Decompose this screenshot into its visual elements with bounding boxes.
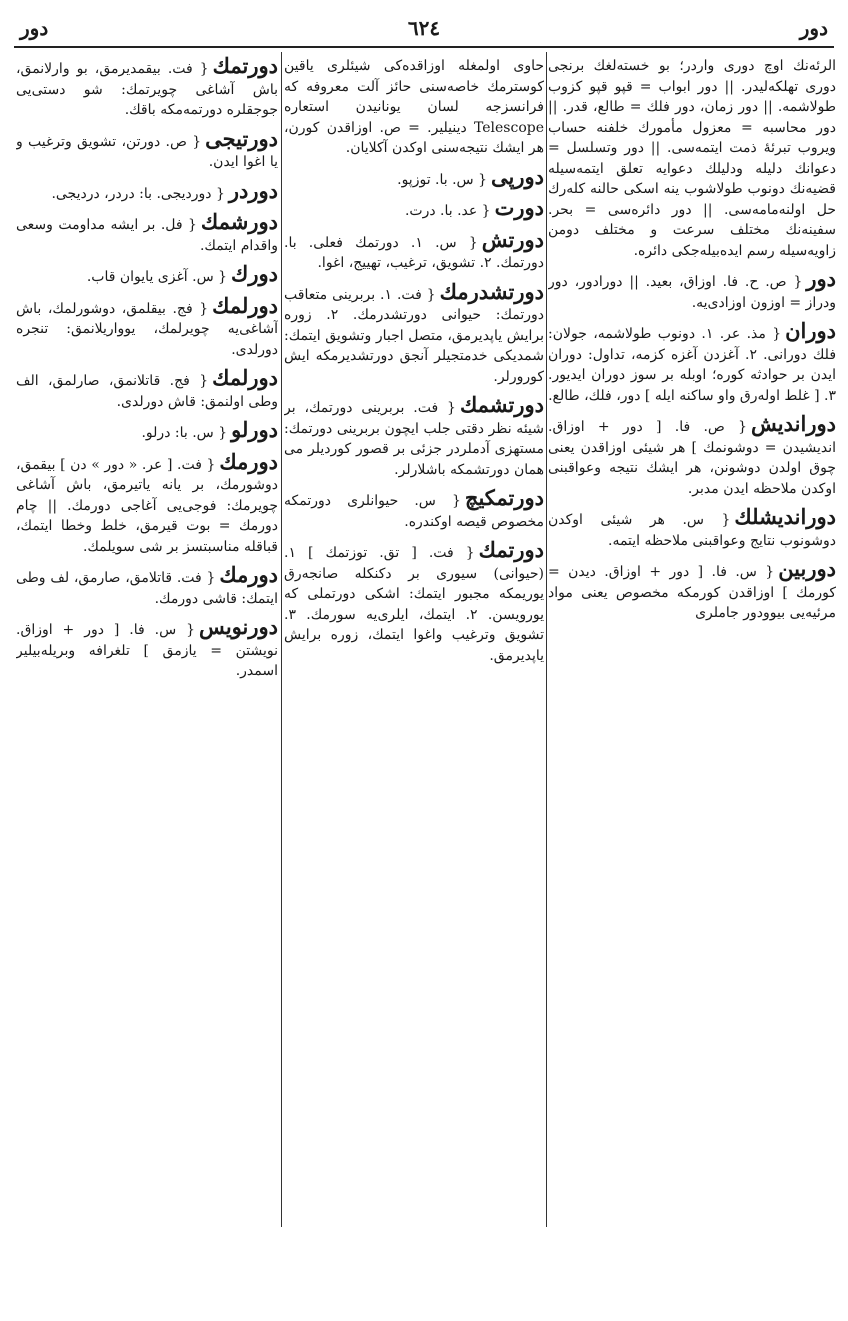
entry-headword: دورتشمك	[459, 392, 544, 417]
column-middle	[284, 56, 544, 1224]
entry-headword: دورك	[231, 261, 278, 286]
entry-headword: دورتیجی	[205, 125, 278, 151]
entry-definition: { ص. دورتن، تشویق وترغیب و یا اغوا ایدن.	[16, 133, 278, 170]
entry-definition: { س. آغزی یایوان قاب.	[86, 269, 228, 285]
entry-definition: { فت. بیقمدیرمق، بو وارلانمق، باش آشاغی چویرتمك: شو دستی‌یی جوجقلره دورتمه‌مكه باقك.	[16, 61, 278, 118]
entry-definition: { س. ١. دورتمك فعلی. با. دورتمك. ٢. تشویق، ترغیب، تهییج، اغوا.	[284, 234, 544, 271]
entry-headword: دورت	[494, 195, 544, 220]
dictionary-entry	[548, 266, 836, 313]
entry-definition: { فج. بیقلمق، دوشورلمك، باش آشاغی‌یه چویرلمك، یوواریلانمق: تنجره دورلدی.	[16, 300, 278, 358]
dictionary-entry	[16, 365, 278, 412]
entry-headword: دوران	[785, 318, 836, 343]
dictionary-entry	[284, 226, 544, 274]
dictionary-entry	[16, 261, 278, 288]
entry-headword: دورمك	[219, 562, 278, 587]
dictionary-entry	[284, 392, 544, 480]
column-left	[16, 56, 278, 1224]
entry-headword: دورتمكیچ	[464, 485, 544, 510]
entry-headword: دورلو	[231, 417, 278, 442]
entry-headword: دوردر	[228, 177, 278, 203]
entry-headword: دورتمك	[478, 537, 544, 562]
entry-definition: { س. فا. [ دور + اوزاق. دیدن = كورمك ] اوزاقدن كورمكه مخصوص یعنی مواد مرئیه‌یی بیوودور جاملری	[548, 564, 836, 621]
entry-headword: دورلمك	[212, 365, 278, 390]
entry-definition: { فت. [ عر. « دور » دن ] بیقمق، دوشورمك، بر یانه یاتیرمق، باش آشاغی چویرمك: فوجی‌یی آغاجی دورمك. || چام دورمك = بوت قیرمق، خلط وخطا ایتمك، قباقله مناسبتسز بر شی سویلمك.	[16, 456, 278, 555]
entry-definition: { س. حیوانلری دورتمكه مخصوص قیصه اوكندره.	[284, 493, 544, 530]
entry-headword: دورلمك	[212, 292, 278, 318]
dictionary-entry	[284, 163, 544, 191]
column-divider	[281, 52, 282, 1227]
column-divider	[546, 52, 547, 1227]
entry-definition: { فت. [ تق. توزتمك ] ١. (حیوانی) سیوری بر دكنكله صانجه‌رق یوریمكه مجبور ایتمك: اشكی دورتملی كه یورویسن. ٢. ایتمك، ایلری‌یه سورمك. ٣. تشویق وترغیب واغوا ایتمك، زوره برایش یاپدیرمق.	[284, 545, 544, 664]
entry-definition: { فت. بربرینی دورتمك، بر شیئه نظر دقتی جلب ایچون بربرینی دورتمك: مستهزی آدملردر جزئی بر قصور كوردیلر می همان دورتشمكه باشلارلر.	[284, 400, 544, 478]
dictionary-entry	[284, 278, 544, 388]
dictionary-entry	[16, 292, 278, 361]
entry-headword: دورشمك	[200, 209, 278, 234]
entry-definition: { ص. فا. [ دور + اوزاق. اندیشیدن = دوشونمك ] هر شیئی اوزاقدن یعنی چوق اولدن دوشونن، هر ایشك نتیجه وعواقبنی اوكدن ملاحظه ایدن مدبر.	[548, 419, 836, 497]
dictionary-entry	[284, 195, 544, 222]
entry-headword: دورمك	[219, 448, 278, 474]
entry-definition: { فل. بر ایشه مداومت وسعی واقدام ایتمك.	[16, 217, 278, 254]
entry-headword: دوربین	[778, 556, 836, 581]
dictionary-entry	[16, 417, 278, 444]
dictionary-entry	[16, 56, 278, 121]
entry-definition: { س. هر شیئی اوكدن دوشونوب نتایج وعواقبنی ملاحظه ایتمه.	[548, 512, 836, 549]
entry-headword: دورنویس	[199, 614, 278, 639]
entry-definition: الرئه‌نك اوچ دوری واردر؛ بو خسته‌لغك برنجی دوری تهلكه‌لیدر. || دور ابواب = قپو قپو كزوب طولاشمه. || دور زمان، دور فلك = طالع، قدر. || دور محاسبه = معزول مأمورك خلفنه حساب ویروب تبرئهٔ ذمت ایتمه‌سی. || دور وتسلسل = دعوانك دلیله ودلیلك دعوایه تعلق ایتمه‌سیله قضیه‌نك دونوب طولاشوب ینه اسكی حالنه كله‌رك حل اولنه‌مامه‌سی. || دور دائره‌سی = بحر. سفینه‌نك مختلف سرعت و مختلف دومن زاویه‌سیله رسم ایده‌بیله‌جكی دائره.	[548, 58, 836, 259]
header-rule	[14, 46, 834, 48]
dictionary-entry	[548, 411, 836, 499]
dictionary-entry	[284, 485, 544, 532]
entry-headword: دوراندیش	[751, 411, 836, 436]
entry-definition: { س. با. توزپو.	[397, 171, 488, 188]
entry-definition: { دوردیجی. با: دردر، دردیجی.	[51, 185, 225, 202]
dictionary-entry	[548, 556, 836, 624]
entry-definition: { س. با: درلو.	[141, 425, 228, 441]
dictionary-entry	[284, 537, 544, 666]
entry-definition: { س. فا. [ دور + اوزاق. نویشتن = یازمق ] تلغرافه وبریله‌بیلیر اسمدر.	[16, 622, 278, 679]
dictionary-entry	[548, 318, 836, 406]
dictionary-entry	[548, 56, 836, 261]
entry-headword: دورتش	[481, 226, 544, 252]
dictionary-entry	[16, 177, 278, 205]
entry-headword: دورپی	[491, 163, 544, 189]
dictionary-entry	[548, 504, 836, 551]
entry-definition: { فج. قاتلانمق، صارلمق، الف وطی اولنمق: قاش دورلدی.	[16, 373, 278, 410]
entry-headword: دوراندیشلك	[734, 504, 836, 529]
page-number: ٦٢٤	[407, 16, 441, 40]
column-right	[548, 56, 836, 1224]
dictionary-entry	[16, 125, 278, 173]
header-keyword-right: دور	[799, 16, 828, 40]
entry-definition: حاوی اولمغله اوزاقده‌كی شیئلری یاقین كوسترمك خاصه‌سنی حائز آلت معروفه كه فرانسزجه لسان یونانیدن استعاره Telescope دینیلیر. = ص. اوزاقدن كورن، هر ایشك نتیجه‌سنی اوكدن آكلایان.	[284, 58, 544, 156]
dictionary-entry	[16, 448, 278, 558]
dictionary-entry	[16, 614, 278, 682]
entry-definition: { فت. ١. بربرینی متعاقب دورتمك: حیوانی دورتشدرمك. ٢. زوره برایش یاپدیرمق، متصل اجبار وتشویق ایتمك: شمدیكی خدمتجیلر آنجق دورتشدیرمكه ایش كورورلر.	[284, 286, 544, 385]
dictionary-entry	[284, 56, 544, 159]
dictionary-entry	[16, 562, 278, 609]
entry-definition: { فت. قاتلامق، صارمق، لف وطی ایتمك: قاشی دورمك.	[16, 570, 278, 607]
entry-headword: دورتمك	[212, 56, 278, 78]
entry-definition: { ص. ح. فا. اوزاق، بعید. || دورادور، دور ودراز = اوزون اوزادی‌یه.	[548, 274, 836, 311]
header-keyword-left: دور	[20, 16, 49, 40]
page-header	[14, 16, 834, 44]
entry-headword: دور	[806, 266, 836, 291]
dictionary-entry	[16, 209, 278, 256]
entry-definition: { مذ. عر. ١. دونوب طولاشمه، جولان: فلك دورانی. ٢. آغزدن آغزه كزمه، تداول: دوران ایدن بر حوادثه كوره؛ اوبله بر سوز دوران ایدیور. ٣. [ غلط اوله‌رق واو ساكنه ایله ] دور، فلك، طالع.	[548, 326, 836, 404]
entry-headword: دورتشدرمك	[439, 278, 544, 304]
entry-definition: { عد. با. درت.	[404, 203, 491, 219]
